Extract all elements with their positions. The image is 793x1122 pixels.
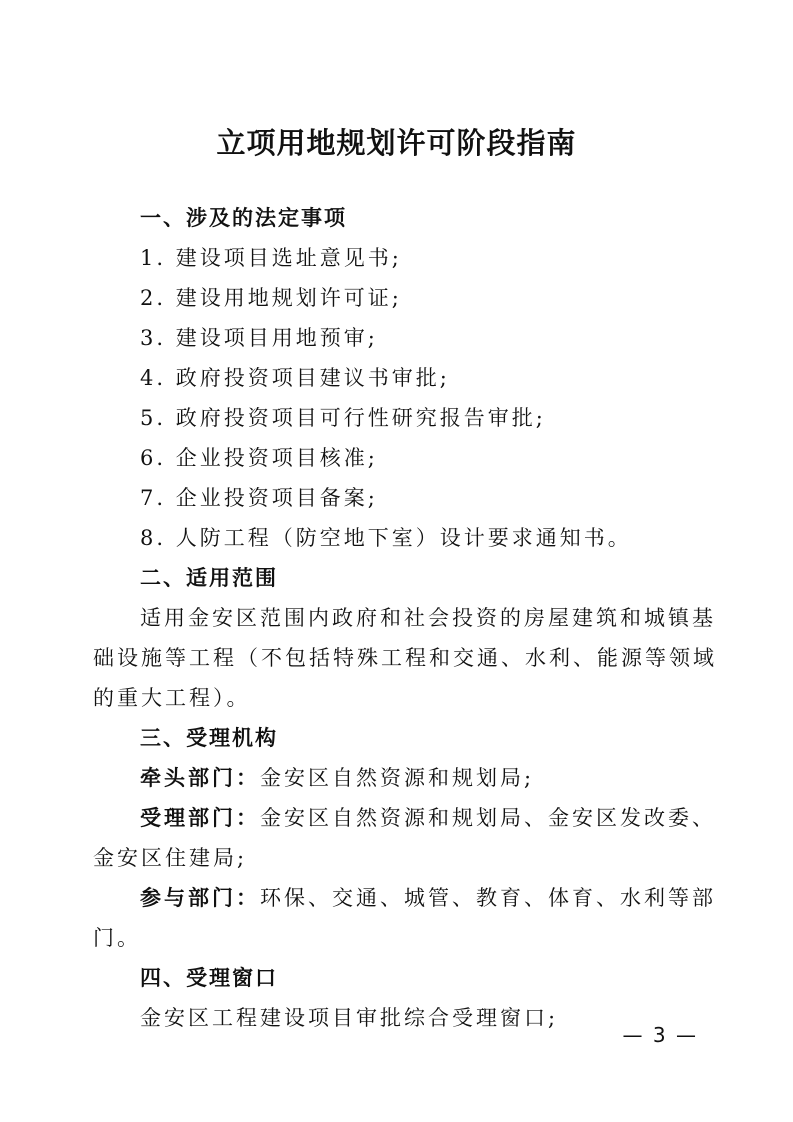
list-item: 4. 政府投资项目建议书审批; [140,366,450,390]
list-item: 7. 企业投资项目备案; [140,486,378,510]
paragraph-line: 的重大工程）。 [93,686,251,710]
lead-department-line [140,763,534,793]
section-heading-window: 四、受理窗口 [140,966,278,990]
list-item: 1. 建设项目选址意见书; [140,246,402,270]
section-heading-agencies: 三、受理机构 [140,726,278,750]
page-number: — 3 — [622,1023,698,1047]
participating-department-label: 参与部门： [140,886,260,910]
list-item: 6. 企业投资项目核准; [140,446,378,470]
paragraph-line: 门。 [93,926,141,950]
list-item: 5. 政府投资项目可行性研究报告审批; [140,406,546,430]
lead-department-label: 牵头部门： [140,766,260,790]
page-title: 立项用地规划许可阶段指南 [216,126,577,160]
list-item: 8. 人防工程（防空地下室）设计要求通知书。 [140,526,632,550]
list-item: 3. 建设项目用地预审; [140,326,378,350]
paragraph-line: 础设施等工程（不包括特殊工程和交通、水利、能源等领域 [93,646,717,670]
accept-department-line [140,803,716,833]
paragraph-line: 金安区住建局; [93,846,248,870]
list-item: 2. 建设用地规划许可证; [140,286,402,310]
participating-department-value: 环保、交通、城管、教育、体育、水利等部 [260,886,716,910]
section-heading-scope: 二、适用范围 [140,566,278,590]
accept-department-label: 受理部门： [140,806,260,830]
participating-department-line [140,883,716,913]
lead-department-value: 金安区自然资源和规划局; [260,766,535,790]
paragraph-line: 适用金安区范围内政府和社会投资的房屋建筑和城镇基 [140,606,716,630]
accept-department-value: 金安区自然资源和规划局、金安区发改委、 [260,806,716,830]
paragraph-line: 金安区工程建设项目审批综合受理窗口; [140,1006,559,1030]
section-heading-statutory-items: 一、涉及的法定事项 [140,206,347,230]
